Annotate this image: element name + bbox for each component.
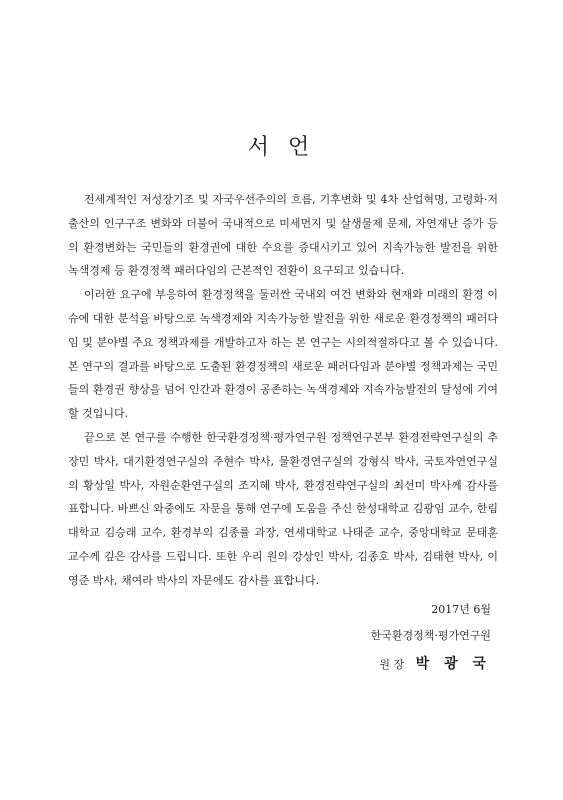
paragraph-1: 전세계적인 저성장기조 및 자국우선주의의 흐름, 기후변화 및 4차 산업혁명, 고령화·저출산의 인구구조 변화와 더불어 국내적으로 미세먼지 및 살생물제 문제, 자연재난 증가 등의 환경변화는 국민들의 환경권에 대한 수요를 증대시키고 있어 지속가능한 발전을 위한 녹색경제 등 환경정책 패러다임의 근본적인 전환이 요구되고 있습니다. bbox=[68, 193, 498, 278]
paragraph-2: 이러한 요구에 부응하여 환경정책을 둘러싼 국내외 여건 변화와 현재와 미래의 환경 이슈에 대한 분석을 바탕으로 녹색경제와 지속가능한 발전을 위한 새로운 환경정책의 패러다임 및 분야별 주요 정책과제를 개발하고자 하는 본 연구는 시의적절하다고 볼 수 있습니다. 본 연구의 결과를 바탕으로 도출된 환경정책의 새로운 패러다임과 분야별 정책과제는 국민들의 환경권 향상을 넘어 인간과 환경이 공존하는 녹색경제와 지속가능발전의 달성에 기여할 것입니다. bbox=[68, 288, 498, 421]
signature-role: 원 장 bbox=[379, 658, 405, 671]
signature-block bbox=[371, 597, 491, 678]
page-title: 서 언 bbox=[247, 134, 316, 160]
signature-date: 2017년 6월 bbox=[431, 603, 491, 616]
signature-organization: 한국환경정책·평가연구원 bbox=[370, 629, 491, 642]
paragraph-3: 끝으로 본 연구를 수행한 한국환경정책·평가연구원 정책연구본부 환경전략연구실의 추장민 박사, 대기환경연구실의 주현수 박사, 물환경연구실의 강형식 박사, 국토자연연구실의 황상일 박사, 자원순환연구실의 조지혜 박사, 환경전략연구실의 최선미 박사께 감사를 표합니다. 바쁘신 와중에도 자문을 통해 연구에 도움을 주신 한성대학교 김광임 교수, 한림대학교 김승래 교수, 환경부의 김종률 과장, 연세대학교 나태준 교수, 중앙대학교 문태훈 교수께 깊은 감사를 드립니다. 또한 우리 원의 강상인 박사, 김종호 박사, 김태현 박사, 이영준 박사, 채여라 박사의 자문에도 감사를 표합니다. bbox=[68, 430, 498, 587]
signature-row bbox=[371, 651, 491, 678]
preface-body bbox=[68, 188, 498, 593]
signature-name: 박 광 국 bbox=[415, 656, 491, 672]
